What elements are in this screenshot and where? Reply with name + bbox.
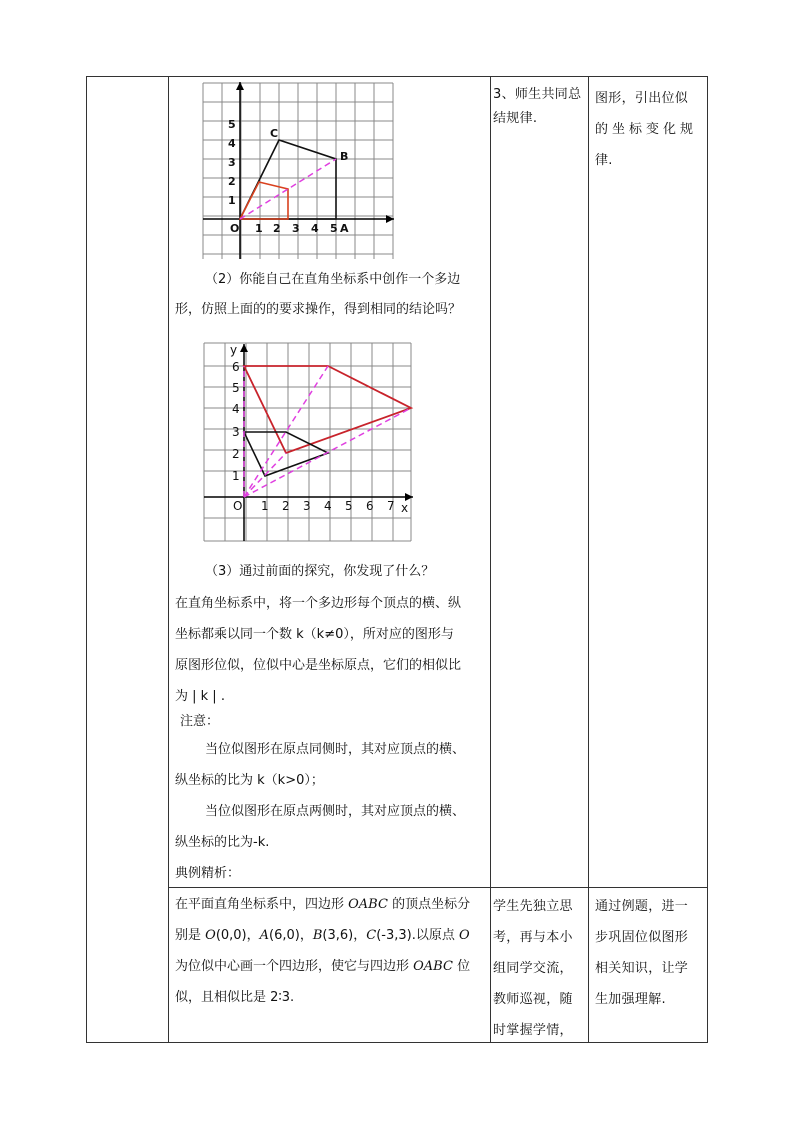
text-line: 相关知识，让学 xyxy=(595,961,689,976)
text-line: 组同学交流， xyxy=(493,961,573,976)
text-line: 3、师生共同总 xyxy=(493,87,582,102)
y-tick-5: 5 xyxy=(232,381,240,395)
x-tick-2: 2 xyxy=(273,222,281,235)
column-divider-3 xyxy=(588,77,589,1042)
y-tick-3: 3 xyxy=(228,156,236,169)
math-OABC: OABC xyxy=(348,897,388,912)
example-line-4: 似，且相似比是 2∶3. xyxy=(175,990,295,1005)
y-tick-1: 1 xyxy=(228,194,236,207)
x-tick-4: 4 xyxy=(311,222,319,235)
text-line: 考，再与本小 xyxy=(493,930,573,945)
student-activity xyxy=(493,891,585,1046)
rule-line-2: 坐标都乘以同一个数 k（k≠0），所对应的图形与 xyxy=(175,627,454,642)
example-line-2 xyxy=(175,926,470,946)
point-label-B: B xyxy=(340,150,349,163)
y-tick-5: 5 xyxy=(228,118,236,131)
question-3: （3）通过前面的探究，你发现了什么？ xyxy=(205,564,435,579)
text-segment: 的顶点坐标分 xyxy=(387,897,471,912)
question-2-line-2: 形，仿照上面的的要求操作，得到相同的结论吗？ xyxy=(175,302,462,317)
math-A: A xyxy=(259,928,270,943)
text-segment: 为位似中心画一个四边形，使它与四边形 xyxy=(175,959,414,974)
math-OABC: OABC xyxy=(413,959,453,974)
rule-line-1: 在直角坐标系中，将一个多边形每个顶点的横、纵 xyxy=(175,596,462,611)
row-divider-example xyxy=(168,887,707,888)
text-segment: (0,0)， xyxy=(215,928,260,943)
text-line: 步巩固位似图形 xyxy=(595,930,689,945)
polygon-large xyxy=(244,366,411,453)
text-line: 律. xyxy=(595,153,613,168)
x-axis-label: x xyxy=(401,501,409,515)
note-2-line-2: 纵坐标的比为-k. xyxy=(175,835,270,850)
y-tick-2: 2 xyxy=(228,175,236,188)
y-tick-4: 4 xyxy=(232,402,240,416)
y-tick-1: 1 xyxy=(232,469,240,483)
column-divider-1 xyxy=(168,77,169,1042)
design-intent-top xyxy=(595,83,705,176)
text-line: 学生先独立思 xyxy=(493,899,573,914)
x-tick-5: 5 xyxy=(330,222,338,235)
origin-label: O xyxy=(230,222,240,235)
y-axis-arrow-2 xyxy=(240,344,248,352)
x-tick-2: 2 xyxy=(282,499,290,513)
coordinate-graph-2 xyxy=(200,340,415,543)
text-segment: (6,0)， xyxy=(269,928,313,943)
note-2-line-1: 当位似图形在原点两侧时，其对应顶点的横、 xyxy=(205,804,466,819)
column-divider-2 xyxy=(490,77,491,1042)
example-line-1 xyxy=(175,895,470,915)
x-tick-4: 4 xyxy=(324,499,332,513)
text-line: 生加强理解. xyxy=(595,992,666,1007)
example-title: 典例精析： xyxy=(175,866,241,881)
rule-line-4: 为 | k | . xyxy=(175,689,225,704)
text-segment: (3,6)， xyxy=(322,928,367,943)
quadrilateral-scaled xyxy=(240,182,288,219)
text-segment: (-3,3).以原点 xyxy=(376,928,459,943)
math-B: B xyxy=(312,928,323,943)
math-O: O xyxy=(458,928,470,943)
y-tick-3: 3 xyxy=(232,425,240,439)
text-line: 图形，引出位似 xyxy=(595,91,689,106)
origin-label-2: O xyxy=(233,499,243,513)
y-tick-2: 2 xyxy=(232,447,240,461)
note-1-line-1: 当位似图形在原点同侧时，其对应顶点的横、 xyxy=(205,742,466,757)
text-line: 通过例题，进一 xyxy=(595,899,689,914)
note-1-line-2: 纵坐标的比为 k（k>0）； xyxy=(175,773,324,788)
x-tick-1: 1 xyxy=(261,499,269,513)
text-segment: 在平面直角坐标系中，四边形 xyxy=(175,897,349,912)
rule-line-3: 原图形位似，位似中心是坐标原点，它们的相似比 xyxy=(175,658,462,673)
x-tick-5: 5 xyxy=(345,499,353,513)
x-tick-1: 1 xyxy=(255,222,263,235)
text-line: 结规律. xyxy=(493,111,538,126)
math-C: C xyxy=(366,928,377,943)
point-label-C: C xyxy=(270,127,279,140)
x-tick-3: 3 xyxy=(292,222,300,235)
text-line: 的坐标变化规 xyxy=(595,122,698,137)
coordinate-graph-1 xyxy=(200,80,400,262)
y-tick-6: 6 xyxy=(232,360,240,374)
x-axis-arrow-2 xyxy=(405,493,413,501)
text-segment: 位 xyxy=(452,959,471,974)
example-line-3 xyxy=(175,957,470,977)
x-tick-7: 7 xyxy=(387,499,395,513)
text-line: 教师巡视，随 xyxy=(493,992,573,1007)
text-segment: 别是 xyxy=(175,928,206,943)
point-label-A: A xyxy=(340,222,349,235)
text-line: 时掌握学情， xyxy=(493,1023,573,1038)
x-tick-6: 6 xyxy=(366,499,374,513)
math-O: O xyxy=(205,928,216,943)
x-tick-3: 3 xyxy=(303,499,311,513)
design-intent-bottom xyxy=(595,891,705,1015)
y-axis-label: y xyxy=(230,343,238,357)
y-tick-4: 4 xyxy=(228,137,236,150)
teacher-activity-summary xyxy=(493,83,585,131)
note-title: 注意： xyxy=(180,714,220,729)
question-2-line-1: （2）你能自己在直角坐标系中创作一个多边 xyxy=(205,272,461,287)
